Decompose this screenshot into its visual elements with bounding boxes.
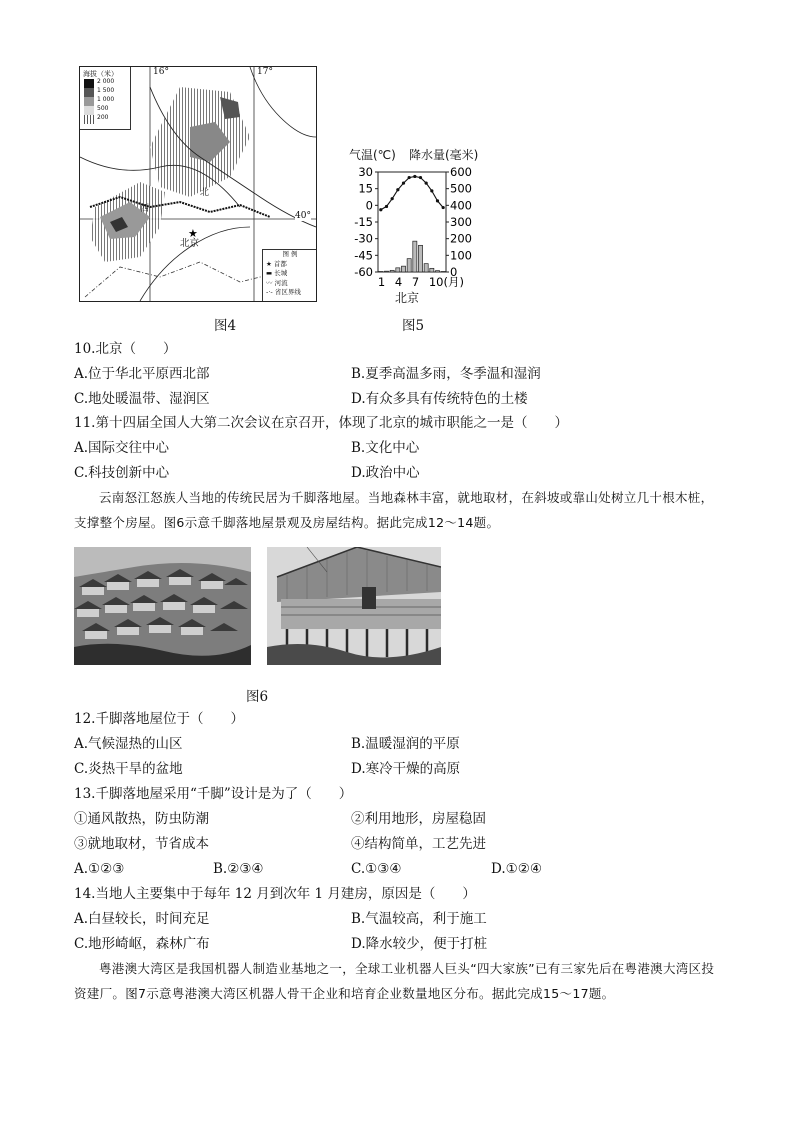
precip-bar [441, 272, 445, 273]
x-tick-label: 4 [394, 275, 403, 289]
river-line [250, 67, 316, 137]
right-tick-label: 100 [450, 248, 472, 263]
fig4-caption: 图4 [214, 318, 237, 334]
q13-option-a[interactable]: A.①②③ [74, 861, 125, 877]
precip-bar [401, 266, 405, 272]
q13-statement-2: ②利用地形，房屋稳固 [351, 811, 486, 827]
q10-option-c[interactable]: C.地处暖温带、湿润区 [74, 391, 210, 407]
fig5-left-axis-label: 气温(℃) [349, 148, 396, 162]
q13-option-c[interactable]: C.①③④ [351, 861, 402, 877]
passage-robotics: 粤港澳大湾区是我国机器人制造业基地之一，全球工业机器人巨头“四大家族”已有三家先后在粤港澳大湾区投资建厂。图7示意粤港澳大湾区机器人骨干企业和培育企业数量地区分布。据此完成15～17题。 [74, 961, 715, 1001]
q13-option-b[interactable]: B.②③④ [213, 861, 264, 877]
q13-option-d[interactable]: D.①②④ [491, 861, 542, 877]
temperature-point [391, 197, 394, 200]
q11-option-b[interactable]: B.文化中心 [351, 440, 420, 456]
right-tick-label: 500 [450, 181, 472, 196]
q14-option-c[interactable]: C.地形崎岖，森林广布 [74, 936, 210, 952]
temperature-point [425, 182, 428, 185]
river-icon: 〰 [266, 278, 275, 287]
left-tick-label: -15 [354, 215, 373, 229]
fig5-climate-chart [340, 160, 490, 310]
temperature-point [442, 206, 445, 209]
right-tick-label: 600 [450, 165, 472, 179]
q12-option-c[interactable]: C.炎热干旱的盆地 [74, 761, 183, 777]
temperature-point [402, 182, 405, 185]
q13-statement-1: ①通风散热，防虫防潮 [74, 811, 209, 827]
place-label: 西 [140, 204, 150, 214]
q14-option-a[interactable]: A.白昼较长，时间充足 [74, 911, 210, 927]
q12-option-a[interactable]: A.气候湿热的山区 [74, 736, 183, 752]
temperature-line [381, 176, 443, 209]
passage-qianjiao: 云南怒江怒族人当地的传统民居为千脚落地屋。当地森林丰富，就地取材，在斜坡或靠山处树立几十根木桩，支撑整个房屋。图6示意千脚落地屋景观及房屋结构。据此完成12～14题。 [74, 490, 714, 530]
left-tick-label: -30 [354, 231, 373, 246]
q13-stem: 13.千脚落地屋采用“千脚”设计是为了（ ） [74, 786, 353, 802]
precip-bar [413, 241, 417, 272]
temperature-point [419, 176, 422, 179]
temperature-point [396, 188, 399, 191]
q11-option-c[interactable]: C.科技创新中心 [74, 465, 170, 481]
wall-icon: ▬ [266, 269, 275, 277]
lon-label-16: 16° [153, 67, 169, 77]
boundary-icon: -·- [266, 288, 275, 296]
precip-bar [379, 272, 383, 273]
q10-stem: 10.北京（ ） [74, 341, 177, 357]
precip-bar [384, 271, 388, 272]
plot-frame [378, 172, 446, 272]
q12-option-b[interactable]: B.温暖湿润的平原 [351, 736, 460, 752]
q14-stem: 14.当地人主要集中于每年 12 月到次年 1 月建房，原因是（ ） [74, 886, 476, 902]
q12-option-d[interactable]: D.寒冷干燥的高原 [351, 761, 461, 777]
fig6-photo-stilt-house [267, 547, 441, 665]
temperature-point [436, 199, 439, 202]
q12-stem: 12.千脚落地屋位于（ ） [74, 711, 244, 727]
q13-statement-3: ③就地取材，节省成本 [74, 836, 209, 852]
right-tick-label: 300 [450, 215, 472, 229]
fig5-caption: 图5 [402, 318, 425, 334]
temperature-point [413, 175, 416, 178]
elevation-legend [80, 67, 131, 130]
x-tick-label: 7 [411, 275, 420, 289]
precip-bar [424, 264, 428, 272]
right-tick-label: 0 [450, 265, 458, 279]
q14-option-b[interactable]: B.气温较高，利于施工 [351, 911, 487, 927]
capital-label: 北京 [180, 238, 200, 249]
precip-bar [407, 259, 411, 272]
lat-label-40: 40° [295, 211, 311, 221]
fig6-photo-village [74, 547, 251, 665]
symbol-key: 图 例 ★ 首都 ▬ 长城 〰 河流 -·- 省区界线 [262, 249, 317, 302]
left-tick-label: -60 [354, 265, 373, 279]
lon-label-17: 17° [257, 67, 273, 77]
capital-star-icon: ★ [188, 227, 198, 240]
precip-bar [418, 245, 422, 272]
precip-bar [435, 271, 439, 272]
legend-swatch [84, 115, 94, 124]
left-tick-label: 0 [365, 198, 373, 213]
fig5-right-axis-label: 降水量(毫米) [409, 148, 479, 162]
left-tick-label: 15 [358, 181, 373, 196]
q10-option-b[interactable]: B.夏季高温多雨，冬季温和湿润 [351, 366, 541, 382]
star-icon: ★ [266, 259, 274, 268]
x-tick-label: 10(月) [428, 275, 464, 289]
precip-bar [430, 268, 434, 272]
right-tick-label: 200 [450, 231, 472, 246]
temperature-point [379, 208, 382, 211]
legend-title: 海拔（米） [83, 70, 118, 78]
legend-swatch [84, 97, 94, 106]
q10-option-d[interactable]: D.有众多具有传统特色的土楼 [351, 391, 528, 407]
q14-option-d[interactable]: D.降水较少，便于打桩 [351, 936, 488, 952]
precip-bar [390, 270, 394, 272]
fig4-map [79, 66, 317, 302]
left-tick-label: -45 [354, 248, 373, 263]
left-tick-label: 30 [358, 165, 373, 179]
legend-swatch [84, 88, 94, 97]
precip-bar [396, 268, 400, 272]
q13-statement-4: ④结构简单，工艺先进 [351, 836, 486, 852]
right-tick-label: 400 [450, 198, 472, 213]
fig6-caption: 图6 [246, 689, 269, 705]
q11-option-d[interactable]: D.政治中心 [351, 465, 420, 481]
q11-option-a[interactable]: A.国际交往中心 [74, 440, 170, 456]
x-tick-label: 1 [377, 275, 386, 289]
place-label: 北 [200, 188, 210, 198]
temperature-point [385, 205, 388, 208]
temperature-point [430, 189, 433, 192]
fig5-city-label: 北京 [395, 291, 420, 305]
key-title: 图 例 [282, 250, 298, 258]
legend-values: 2 000 1 500 1 000 500 200 [97, 78, 115, 121]
legend-swatch [84, 79, 94, 88]
q11-stem: 11.第十四届全国人大第二次会议在京召开，体现了北京的城市职能之一是（ ） [74, 415, 568, 431]
legend-swatch [84, 106, 94, 115]
q10-option-a[interactable]: A.位于华北平原西北部 [74, 366, 210, 382]
temperature-point [408, 176, 411, 179]
